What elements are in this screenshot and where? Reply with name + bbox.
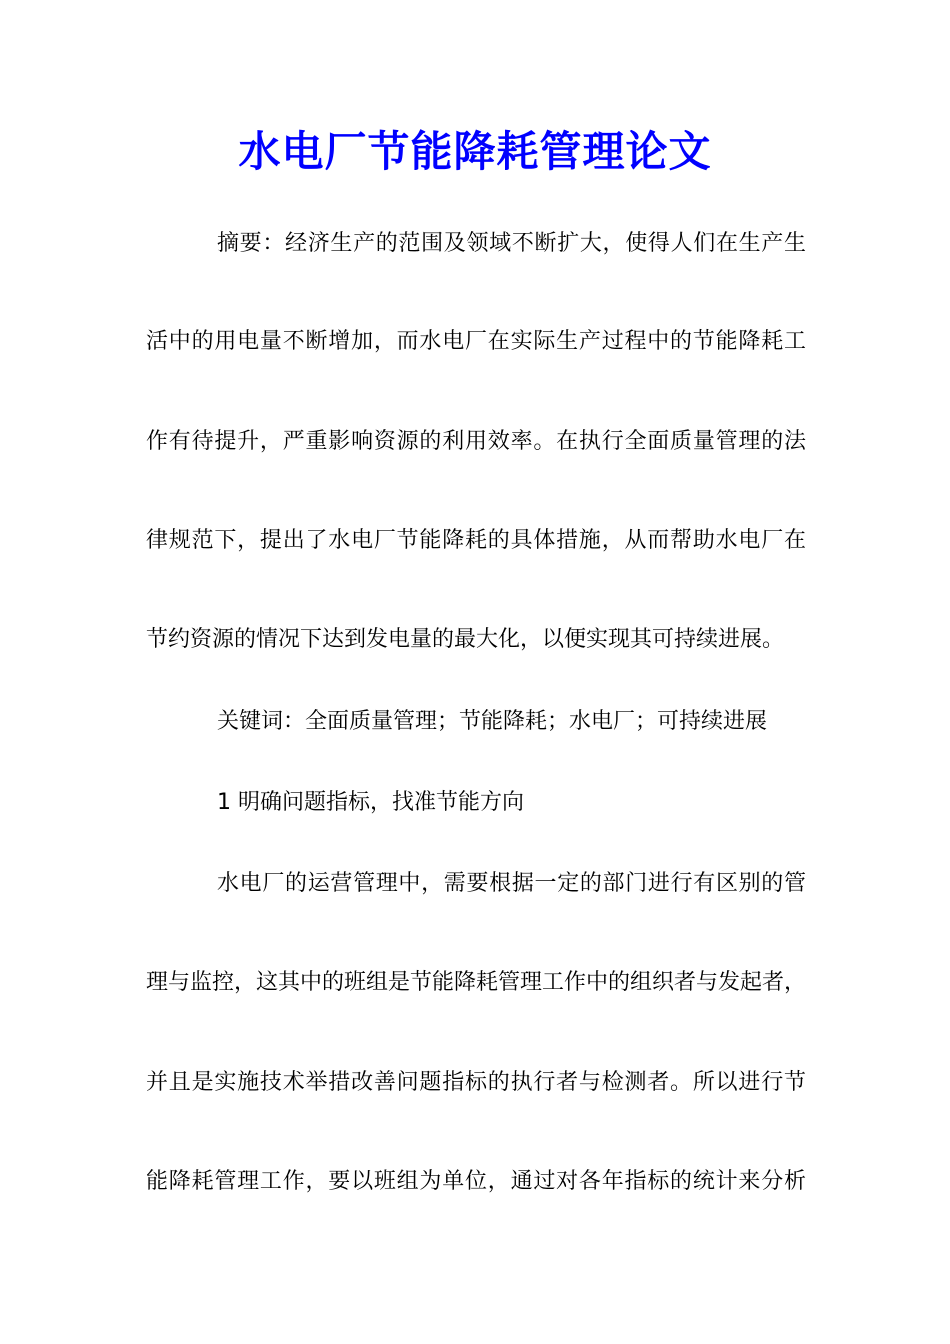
body-line-2: 理与监控，这其中的班组是节能降耗管理工作中的组织者与发起者， [146, 970, 807, 995]
keywords-line: 关键词：全面质量管理；节能降耗；水电厂；可持续进展 [217, 709, 768, 734]
body-line-1: 水电厂的运营管理中，需要根据一定的部门进行有区别的管 [217, 871, 806, 896]
section-heading: 1 明确问题指标，找准节能方向 [217, 790, 524, 815]
abstract-line-5: 节约资源的情况下达到发电量的最大化，以便实现其可持续进展。 [146, 627, 785, 652]
body-line-3: 并且是实施技术举措改善问题指标的执行者与检测者。所以进行节 [146, 1070, 806, 1095]
abstract-line-3: 作有待提升，严重影响资源的利用效率。在执行全面质量管理的法 [146, 429, 806, 454]
abstract-line-1: 摘要：经济生产的范围及领域不断扩大，使得人们在生产生 [217, 231, 806, 256]
abstract-line-2: 活中的用电量不断增加，而水电厂在实际生产过程中的节能降耗工 [146, 329, 806, 354]
body-line-4: 能降耗管理工作，要以班组为单位，通过对各年指标的统计来分析 [146, 1169, 806, 1194]
document-title: 水电厂节能降耗管理论文 [238, 127, 712, 176]
abstract-line-4: 律规范下，提出了水电厂节能降耗的具体措施，从而帮助水电厂在 [146, 528, 806, 553]
